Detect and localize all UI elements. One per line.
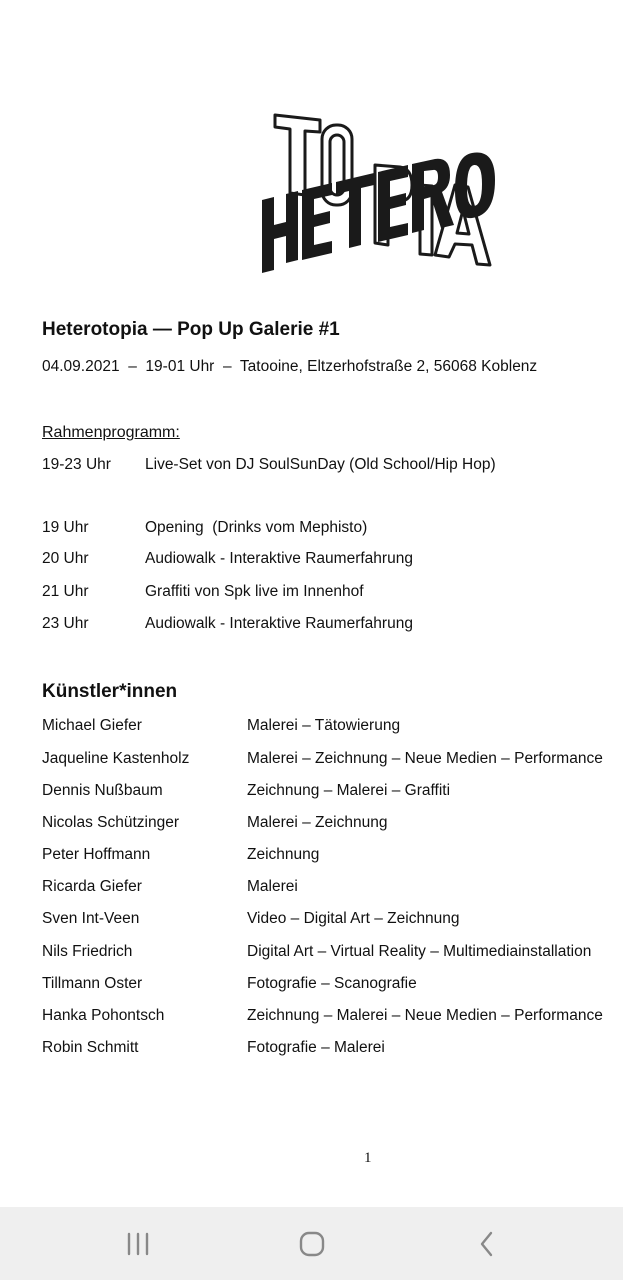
back-icon[interactable]	[470, 1229, 504, 1259]
artist-row	[42, 1007, 617, 1029]
artist-row	[42, 878, 617, 900]
heterotopia-logo	[250, 105, 510, 280]
artist-disciplines: Video – Digital Art – Zeichnung	[247, 910, 460, 927]
document-title: Heterotopia — Pop Up Galerie #1	[42, 319, 340, 340]
programme-time: 20 Uhr	[42, 550, 89, 567]
page-number: 1	[364, 1150, 372, 1166]
artist-disciplines: Zeichnung	[247, 846, 320, 863]
programme-time: 19-23 Uhr	[42, 456, 111, 473]
artist-name: Nils Friedrich	[42, 943, 133, 960]
artist-name: Robin Schmitt	[42, 1039, 139, 1056]
artist-disciplines: Zeichnung – Malerei – Graffiti	[247, 782, 451, 799]
programme-text: Audiowalk - Interaktive Raumerfahrung	[145, 615, 413, 632]
artist-disciplines: Malerei – Tätowierung	[247, 717, 401, 734]
artist-name: Sven Int-Veen	[42, 910, 140, 927]
system-navigation-bar	[0, 1207, 623, 1280]
artist-row	[42, 717, 617, 739]
event-details: 04.09.2021 – 19-01 Uhr – Tatooine, Eltzerhofstraße 2, 56068 Koblenz	[42, 358, 538, 375]
artist-name: Jaqueline Kastenholz	[42, 750, 190, 767]
artist-disciplines: Fotografie – Malerei	[247, 1039, 385, 1056]
artist-name: Hanka Pohontsch	[42, 1007, 165, 1024]
home-icon[interactable]	[295, 1229, 329, 1259]
artist-disciplines: Zeichnung – Malerei – Neue Medien – Performance	[247, 1007, 603, 1024]
artist-row	[42, 1039, 617, 1061]
programme-text: Graffiti von Spk live im Innenhof	[145, 583, 364, 600]
artist-name: Nicolas Schützinger	[42, 814, 179, 831]
artist-disciplines: Digital Art – Virtual Reality – Multimediainstallation	[247, 943, 592, 960]
recent-apps-icon[interactable]	[121, 1229, 155, 1259]
programme-text: Live-Set von DJ SoulSunDay (Old School/Hip Hop)	[145, 456, 496, 473]
artist-name: Dennis Nußbaum	[42, 782, 163, 799]
artist-disciplines: Malerei – Zeichnung – Neue Medien – Performance	[247, 750, 603, 767]
artist-name: Peter Hoffmann	[42, 846, 151, 863]
artist-row	[42, 750, 617, 772]
artist-row	[42, 910, 617, 932]
programme-text: Opening (Drinks vom Mephisto)	[145, 519, 368, 536]
artist-row	[42, 846, 617, 868]
artist-disciplines: Malerei	[247, 878, 298, 895]
artist-name: Tillmann Oster	[42, 975, 143, 992]
artist-name: Michael Giefer	[42, 717, 142, 734]
artist-row	[42, 975, 617, 997]
programme-label: Rahmenprogramm:	[42, 424, 180, 441]
artists-heading: Künstler*innen	[42, 681, 178, 702]
artist-row	[42, 782, 617, 804]
artist-row	[42, 943, 617, 965]
programme-time: 19 Uhr	[42, 519, 89, 536]
programme-time: 23 Uhr	[42, 615, 89, 632]
programme-time: 21 Uhr	[42, 583, 89, 600]
artist-row	[42, 814, 617, 836]
artist-name: Ricarda Giefer	[42, 878, 142, 895]
artist-disciplines: Malerei – Zeichnung	[247, 814, 388, 831]
artist-disciplines: Fotografie – Scanografie	[247, 975, 417, 992]
programme-text: Audiowalk - Interaktive Raumerfahrung	[145, 550, 413, 567]
